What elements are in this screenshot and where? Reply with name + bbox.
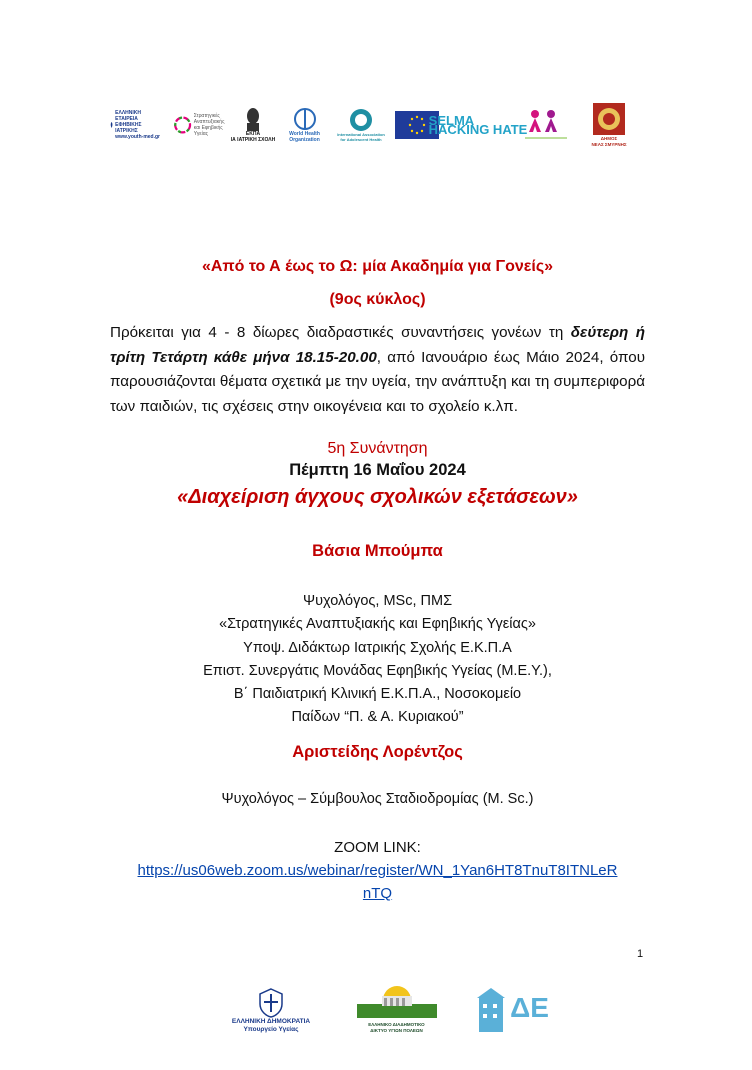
meeting-number: 5η Συνάντηση — [327, 440, 428, 457]
speaker-2-credentials: Ψυχολόγος – Σύμβουλος Σταδιοδρομίας (M. Sc.) — [221, 791, 534, 807]
intro-paragraph — [110, 321, 645, 419]
ekpa-logo: ΕΚΠΑ ΙΑ ΙΑΤΡΙΚΗ ΣΧΟΛΗ — [237, 102, 269, 148]
page-number: 1 — [637, 948, 644, 960]
credential-line: Υποψ. Διδάκτωρ Ιατρικής Σχολής Ε.Κ.Π.Α — [243, 639, 512, 656]
eeei-logo: ΕΛΛΗΝΙΚΗ ΕΤΑΙΡΕΙΑ ΕΦΗΒΙΚΗΣ ΙΑΤΡΙΚΗΣ www.youth-med.gr — [110, 105, 160, 145]
healthy-cities-logo: ΕΛΛΗΝΙΚΟ ΔΙΑΔΗΜΟΤΙΚΟ ΔΙΚΤΥΟ ΥΓΙΩΝ ΠΟΛΕΩΝ — [351, 982, 443, 1034]
figures-logo — [518, 107, 574, 143]
speaker-1-name: Βάσια Μπούμπα — [312, 542, 443, 560]
who-logo: World Health Organization — [282, 102, 328, 148]
ministry-health-logo: ΕΛΛΗΝΙΚΗ ΔΗΜΟΚΡΑΤΙΑ Υπουργείο Υγείας — [225, 988, 317, 1034]
intro-text-end: , από Ιανουάριο έως Μάιο 2024, όπου παρουσιάζονται θέματα σχετικά με την υγεία, την ανάπτυξη και τη συμπεριφορά των παιδιών, τις σχέσεις στην οικογένεια και το σχολείο κ.λπ. — [110, 348, 645, 415]
meeting-topic: «Διαχείριση άγχους σχολικών εξετάσεων» — [177, 486, 578, 508]
zoom-label: ZOOM LINK: — [334, 839, 421, 856]
iaah-logo: International Association for Adolescent Health — [340, 102, 382, 148]
de-logo: ΔΕ — [476, 982, 550, 1034]
strategies-logo: Στρατηγικές Αναπτυξιακής και Εφηβικής Υγείας — [173, 105, 225, 145]
credential-line: Ψυχολόγος, MSc, ΠΜΣ — [302, 593, 453, 609]
selma-logo: SELMA HACKING HATE — [428, 113, 528, 137]
zoom-link[interactable] — [138, 862, 618, 902]
event-title: «Από το Α έως το Ω: μία Ακαδημία για Γονείς» — [201, 258, 554, 275]
speaker-1-credentials — [110, 590, 645, 730]
credential-line: Β΄ Παιδιατρική Κλινική Ε.Κ.Π.Α., Νοσοκομείο — [233, 686, 522, 703]
zoom-link-line-1[interactable]: https://us06web.zoom.us/webinar/register/WN_1Yan6HT8TnuT8ITNLeR — [137, 862, 618, 879]
intro-schedule: δεύτερη ή τρίτη Τετάρτη κάθε μήνα 18.15-20.00 — [110, 324, 646, 366]
partner-logos-bottom — [225, 972, 550, 1034]
meeting-date: Πέμπτη 16 Μαΐου 2024 — [289, 461, 466, 479]
partner-logos-top — [110, 100, 632, 150]
speaker-2-name: Αριστείδης Λορέντζος — [292, 743, 463, 761]
zoom-section — [110, 836, 645, 905]
nea-smyrni-logo: ΔΗΜΟΣ ΝΕΑΣ ΣΜΥΡΝΗΣ — [586, 100, 632, 150]
credential-line: Επιστ. Συνεργάτις Μονάδας Εφηβικής Υγείας (Μ.Ε.Υ.), — [203, 662, 552, 679]
zoom-link-line-2[interactable]: nTQ — [362, 885, 393, 902]
intro-text-start: Πρόκειται για 4 - 8 δίωρες διαδραστικές συναντήσεις γονέων τη — [110, 324, 571, 341]
credential-line: Παίδων “Π. & Α. Κυριακού” — [291, 709, 464, 726]
cycle-label: (9ος κύκλος) — [329, 291, 426, 308]
credential-line: «Στρατηγικές Αναπτυξιακής και Εφηβικής Υγείας» — [219, 616, 536, 633]
